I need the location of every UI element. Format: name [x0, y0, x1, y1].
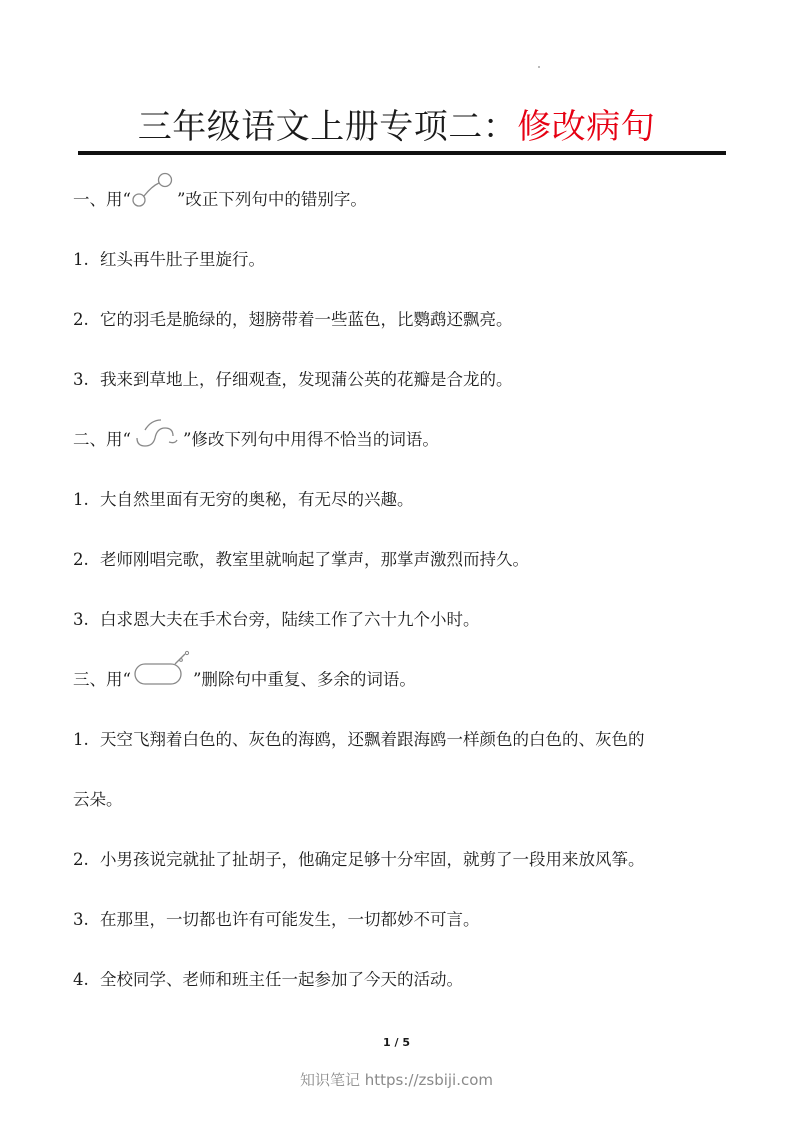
list-item: 3. 我来到草地上，仔细观查，发现蒲公英的花瓣是合龙的。	[73, 370, 513, 389]
list-item: 4. 全校同学、老师和班主任一起参加了今天的活动。	[73, 970, 463, 989]
page-title	[0, 104, 793, 150]
page-title-highlight: 修改病句	[517, 107, 656, 147]
replace-mark-icon	[131, 192, 177, 210]
swap-mark-icon	[131, 432, 183, 450]
list-item: 2. 小男孩说完就扯了扯胡子，他确定足够十分牢固，就剪了一段用来放风筝。	[73, 850, 645, 869]
list-item-continuation: 云朵。	[73, 790, 123, 809]
list-item: 2. 老师刚唱完歌，教室里就响起了掌声，那掌声激烈而持久。	[73, 550, 529, 569]
list-item: 3. 白求恩大夫在手术台旁，陆续工作了六十九个小时。	[73, 610, 480, 629]
section-3-heading: 三、用“ ”删除句中重复、多余的词语。	[73, 668, 416, 692]
page-number: 1 / 5	[383, 1036, 410, 1049]
watermark: 知识笔记 https://zsbiji.com	[299, 1071, 494, 1089]
list-item: 2. 它的羽毛是脆绿的，翅膀带着一些蓝色，比鹦鹉还飘亮。	[73, 310, 513, 329]
list-item: 3. 在那里，一切都也许有可能发生，一切都妙不可言。	[73, 910, 480, 929]
title-underline	[78, 151, 726, 155]
section-2-heading: 二、用“ ”修改下列句中用得不恰当的词语。	[73, 428, 439, 452]
list-item: 1. 天空飞翔着白色的、灰色的海鸥，还飘着跟海鸥一样颜色的白色的、灰色的	[73, 730, 645, 749]
scan-speck	[538, 66, 540, 68]
delete-mark-icon	[131, 672, 193, 690]
page-title-main: 三年级语文上册专项二：	[137, 107, 518, 147]
section-1-heading: 一、用“ ”改正下列句中的错别字。	[73, 188, 367, 212]
list-item: 1. 红头再牛肚子里旋行。	[73, 250, 265, 269]
list-item: 1. 大自然里面有无穷的奥秘，有无尽的兴趣。	[73, 490, 414, 509]
